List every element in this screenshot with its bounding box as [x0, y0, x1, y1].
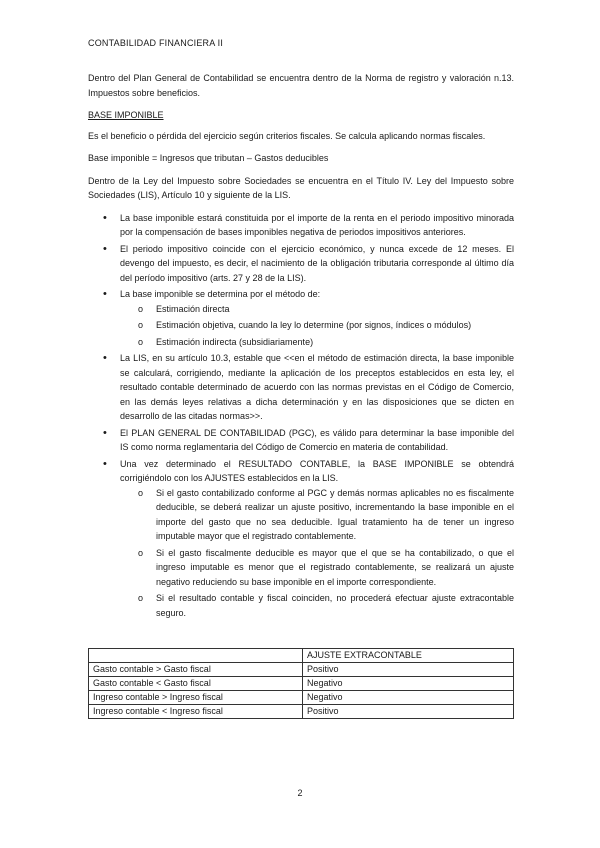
sub-list-item: o Si el gasto contabilizado conforme al PGC y demás normas aplicables no es fiscalmente deducible, se deberá realizar un ajuste positivo, incrementando la base imponible en el importe del gasto que no sea deducible. Igual tratamiento ha de tener un ingreso imputable mayor que el registrado contablemente.: [156, 486, 514, 544]
formula-line: Base imponible = Ingresos que tributan – Gastos deducibles: [88, 153, 329, 163]
adjustments-table: [88, 648, 514, 719]
table-row: [89, 705, 514, 719]
table-header-row: [89, 649, 514, 663]
table-row: [89, 691, 514, 705]
list-item: [120, 457, 514, 621]
table-row: [89, 677, 514, 691]
table-cell-adjust: Negativo: [303, 677, 514, 691]
list-item: • El PLAN GENERAL DE CONTABILIDAD (PGC), es válido para determinar la base imponible del IS como norma reglamentaria del Código de Comercio en materia de contabilidad.: [120, 426, 514, 455]
page-content: [88, 71, 514, 628]
list-item-text: Una vez determinado el RESULTADO CONTABLE, la BASE IMPONIBLE se obtendrá corrigiéndolo con los AJUSTES establecidos en la LIS.: [120, 458, 514, 483]
list-item-text: La base imponible se determina por el método de:: [120, 289, 321, 299]
sub-list: [120, 486, 514, 621]
list-item: • La base imponible estará constituida por el importe de la renta en el periodo impositivo minorada por la compensación de bases imponibles negativa de periodos impositivos anteriores.: [120, 211, 514, 240]
sub-list-item: o Estimación objetiva, cuando la ley lo determine (por signos, índices o módulos): [156, 318, 514, 333]
page-number: 2: [297, 788, 303, 798]
table-row: [89, 663, 514, 677]
table-cell-case: Ingreso contable < Ingreso fiscal: [89, 705, 303, 719]
section-title: BASE IMPONIBLE: [88, 110, 164, 120]
table-cell-case: Gasto contable > Gasto fiscal: [89, 663, 303, 677]
table-cell-case: Ingreso contable > Ingreso fiscal: [89, 691, 303, 705]
table-header-cell: [89, 649, 303, 663]
sub-list-item: o Si el gasto fiscalmente deducible es mayor que el que se ha contabilizado, o que el ingreso imputable es menor que el registrado contablemente, se realizará un ajuste negativo reduciendo su base imponible en el importe correspondiente.: [156, 546, 514, 590]
table-cell-adjust: Positivo: [303, 663, 514, 677]
sub-list: [120, 302, 514, 350]
bullet-list: [88, 211, 514, 621]
list-item: [120, 287, 514, 349]
table-cell-adjust: Negativo: [303, 691, 514, 705]
table-header-cell: AJUSTE EXTRACONTABLE: [303, 649, 514, 663]
table-cell-adjust: Positivo: [303, 705, 514, 719]
intro-paragraph: Dentro del Plan General de Contabilidad se encuentra dentro de la Norma de registro y valoración n.13. Impuestos sobre beneficios.: [88, 73, 514, 98]
list-item: • La LIS, en su artículo 10.3, estable que <<en el método de estimación directa, la base imponible se calculará, corrigiendo, mediante la aplicación de los preceptos establecidos en esta ley, el resultado contable determinado de acuerdo con las normas previstas en el Código de Comercio, en las demás leyes relativas a dicha determinación y en las disposiciones que se dicten en desarrollo de las citadas normas>>.: [120, 351, 514, 424]
sub-list-item: o Estimación indirecta (subsidiariamente): [156, 335, 514, 350]
sub-list-item: o Estimación directa: [156, 302, 514, 317]
running-header: CONTABILIDAD FINANCIERA II: [88, 38, 224, 48]
list-item: • El periodo impositivo coincide con el ejercicio económico, y nunca excede de 12 meses. El devengo del impuesto, es decir, el nacimiento de la obligación tributaria corresponde al último día del período impositivo (arts. 27 y 28 de la LIS).: [120, 242, 514, 286]
law-reference-paragraph: Dentro de la Ley del Impuesto sobre Sociedades se encuentra en el Título IV. Ley del Impuesto sobre Sociedades (LIS), Artículo 10 y siguiente de la LIS.: [88, 175, 514, 200]
table-cell-case: Gasto contable < Gasto fiscal: [89, 677, 303, 691]
sub-list-item: o Si el resultado contable y fiscal coinciden, no procederá efectuar ajuste extracontable seguro.: [156, 591, 514, 620]
definition-paragraph: Es el beneficio o pérdida del ejercicio según criterios fiscales. Se calcula aplicando normas fiscales.: [88, 130, 486, 141]
